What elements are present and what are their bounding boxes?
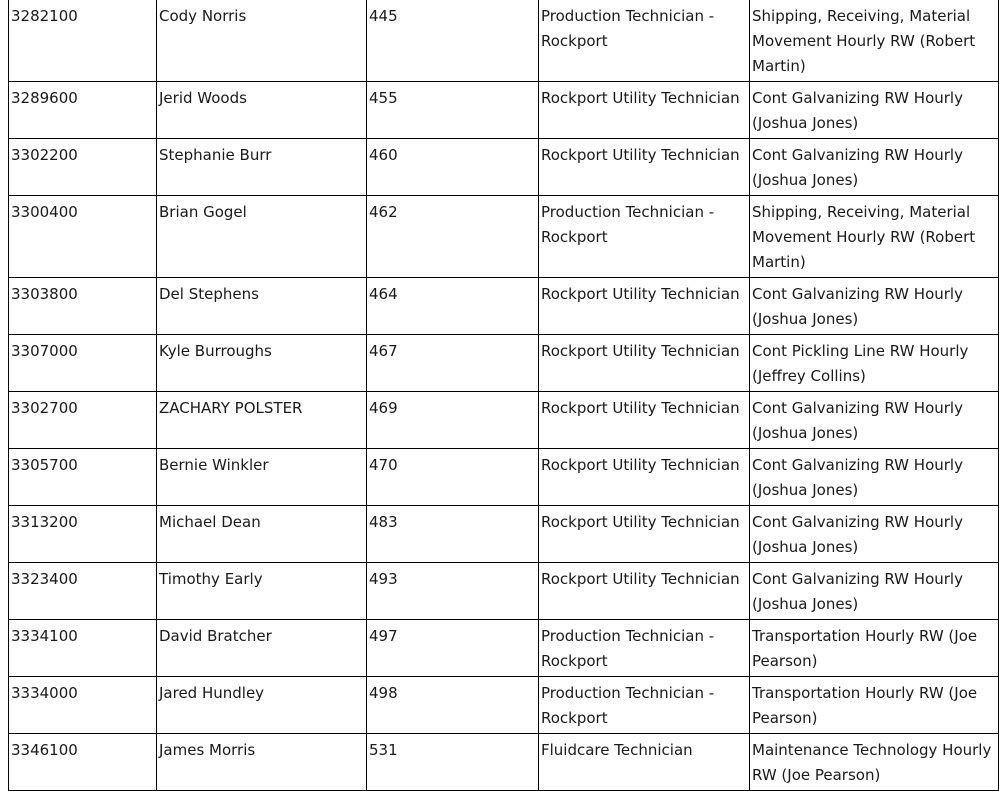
department-cell: Shipping, Receiving, Material Movement Hourly RW (Robert Martin): [750, 0, 999, 82]
job-title-cell: Rockport Utility Technician: [539, 449, 750, 506]
department-cell: Cont Galvanizing RW Hourly (Joshua Jones): [750, 82, 999, 139]
table-row: [9, 82, 999, 139]
employee-name-cell: Jerid Woods: [157, 82, 367, 139]
job-title-cell: Rockport Utility Technician: [539, 82, 750, 139]
employee-number-cell: 493: [367, 563, 539, 620]
employee-name-cell: ZACHARY POLSTER: [157, 392, 367, 449]
employee-id-cell: 3282100: [9, 0, 157, 82]
employee-id-cell: 3302700: [9, 392, 157, 449]
employee-name-cell: Timothy Early: [157, 563, 367, 620]
table-row: [9, 563, 999, 620]
department-cell: Transportation Hourly RW (Joe Pearson): [750, 620, 999, 677]
job-title-cell: Rockport Utility Technician: [539, 278, 750, 335]
job-title-cell: Production Technician - Rockport: [539, 620, 750, 677]
employee-name-cell: Del Stephens: [157, 278, 367, 335]
department-cell: Cont Galvanizing RW Hourly (Joshua Jones): [750, 563, 999, 620]
department-cell: Cont Galvanizing RW Hourly (Joshua Jones): [750, 506, 999, 563]
employee-id-cell: 3334000: [9, 677, 157, 734]
employee-number-cell: 470: [367, 449, 539, 506]
employee-name-cell: Michael Dean: [157, 506, 367, 563]
job-title-cell: Rockport Utility Technician: [539, 506, 750, 563]
table-row: [9, 0, 999, 82]
employee-number-cell: 445: [367, 0, 539, 82]
employee-id-cell: 3334100: [9, 620, 157, 677]
employee-number-cell: 469: [367, 392, 539, 449]
employee-number-cell: 464: [367, 278, 539, 335]
job-title-cell: Rockport Utility Technician: [539, 335, 750, 392]
department-cell: Cont Pickling Line RW Hourly (Jeffrey Collins): [750, 335, 999, 392]
job-title-cell: Rockport Utility Technician: [539, 563, 750, 620]
table-row: [9, 734, 999, 791]
employee-number-cell: 467: [367, 335, 539, 392]
employee-number-cell: 462: [367, 196, 539, 278]
table-row: [9, 449, 999, 506]
employee-number-cell: 483: [367, 506, 539, 563]
employee-name-cell: Brian Gogel: [157, 196, 367, 278]
employee-id-cell: 3289600: [9, 82, 157, 139]
table-row: [9, 196, 999, 278]
employee-table: [8, 0, 999, 791]
employee-number-cell: 460: [367, 139, 539, 196]
employee-id-cell: 3305700: [9, 449, 157, 506]
job-title-cell: Production Technician - Rockport: [539, 196, 750, 278]
table-row: [9, 335, 999, 392]
department-cell: Cont Galvanizing RW Hourly (Joshua Jones): [750, 449, 999, 506]
employee-id-cell: 3300400: [9, 196, 157, 278]
employee-id-cell: 3307000: [9, 335, 157, 392]
department-cell: Shipping, Receiving, Material Movement Hourly RW (Robert Martin): [750, 196, 999, 278]
table-row: [9, 620, 999, 677]
employee-name-cell: Stephanie Burr: [157, 139, 367, 196]
employee-id-cell: 3303800: [9, 278, 157, 335]
table-row: [9, 506, 999, 563]
employee-name-cell: Bernie Winkler: [157, 449, 367, 506]
department-cell: Maintenance Technology Hourly RW (Joe Pearson): [750, 734, 999, 791]
table-row: [9, 139, 999, 196]
employee-id-cell: 3302200: [9, 139, 157, 196]
employee-number-cell: 498: [367, 677, 539, 734]
employee-name-cell: Cody Norris: [157, 0, 367, 82]
table-row: [9, 392, 999, 449]
job-title-cell: Rockport Utility Technician: [539, 392, 750, 449]
table-row: [9, 677, 999, 734]
department-cell: Cont Galvanizing RW Hourly (Joshua Jones): [750, 139, 999, 196]
employee-name-cell: Kyle Burroughs: [157, 335, 367, 392]
job-title-cell: Rockport Utility Technician: [539, 139, 750, 196]
employee-name-cell: James Morris: [157, 734, 367, 791]
department-cell: Cont Galvanizing RW Hourly (Joshua Jones): [750, 392, 999, 449]
table-row: [9, 278, 999, 335]
employee-name-cell: Jared Hundley: [157, 677, 367, 734]
employee-name-cell: David Bratcher: [157, 620, 367, 677]
job-title-cell: Production Technician - Rockport: [539, 677, 750, 734]
employee-number-cell: 497: [367, 620, 539, 677]
department-cell: Transportation Hourly RW (Joe Pearson): [750, 677, 999, 734]
employee-number-cell: 531: [367, 734, 539, 791]
job-title-cell: Production Technician - Rockport: [539, 0, 750, 82]
employee-id-cell: 3313200: [9, 506, 157, 563]
job-title-cell: Fluidcare Technician: [539, 734, 750, 791]
employee-id-cell: 3346100: [9, 734, 157, 791]
employee-id-cell: 3323400: [9, 563, 157, 620]
department-cell: Cont Galvanizing RW Hourly (Joshua Jones): [750, 278, 999, 335]
employee-number-cell: 455: [367, 82, 539, 139]
